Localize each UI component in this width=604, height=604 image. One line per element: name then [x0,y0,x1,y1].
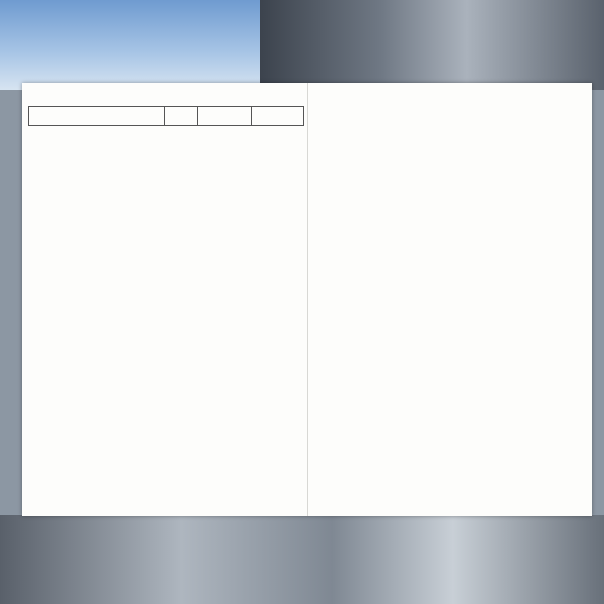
header-project [198,107,251,126]
header-unit [165,107,198,126]
permit-document [22,83,592,516]
header-name [29,107,165,126]
left-indicators-table [28,106,304,126]
header-actual [251,107,303,126]
document-right-page [308,83,592,516]
document-left-page [22,83,308,516]
residence-logo [228,76,378,77]
building-bottom [0,515,604,604]
